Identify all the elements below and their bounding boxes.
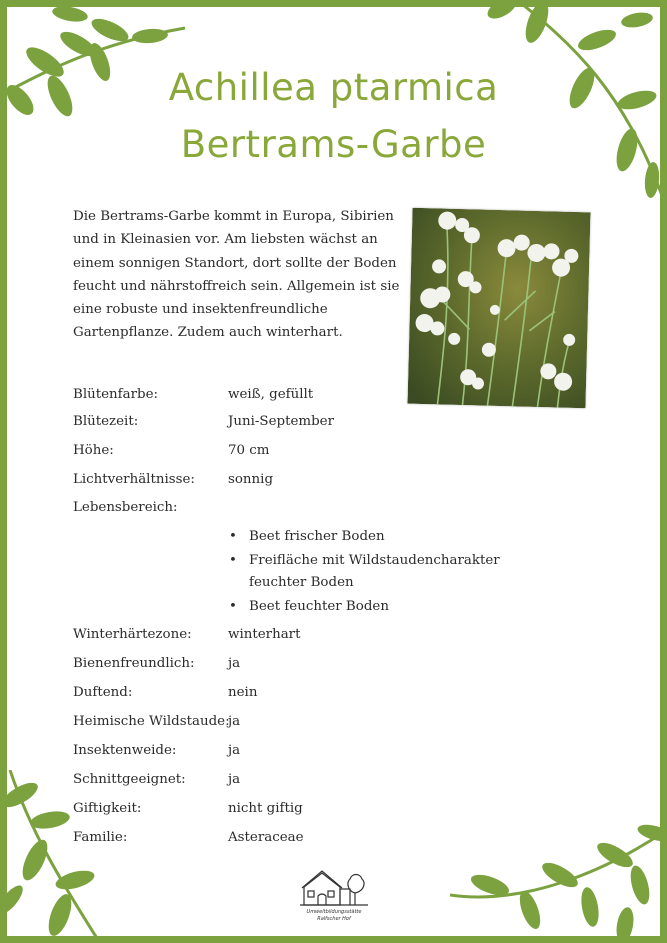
property-label: Heimische Wildstaude:: [73, 714, 230, 729]
lebensbereich-list: [228, 526, 548, 620]
property-value: nicht giftig: [228, 801, 303, 816]
property-label: Winterhärtezone:: [73, 627, 192, 642]
property-label: Lebensbereich:: [73, 500, 178, 515]
leaf-branch-top-right-icon: [477, 0, 667, 230]
property-label: Giftigkeit:: [73, 801, 142, 816]
leaf-branch-bottom-left-icon: [0, 770, 110, 943]
list-item: • Freifläche mit Wildstaudencharakter feuchter Boden: [228, 550, 548, 594]
list-item: • Beet feuchter Boden: [228, 596, 548, 618]
property-value: nein: [228, 685, 258, 700]
property-value: ja: [228, 743, 241, 758]
yarrow-flower-photo: [407, 208, 590, 409]
property-value: ja: [228, 714, 241, 729]
property-value: Juni-September: [228, 414, 334, 429]
property-label: Lichtverhältnisse:: [73, 472, 195, 487]
property-label: Höhe:: [73, 443, 114, 458]
property-value: weiß, gefüllt: [228, 387, 314, 402]
title-latin-name: Achillea ptarmica: [168, 66, 499, 109]
property-value: ja: [228, 656, 241, 671]
property-label: Blütenfarbe:: [73, 387, 159, 402]
intro-text: [73, 205, 403, 345]
logo-text-line1: Umweltbildungsstätte: [306, 909, 362, 915]
intro-paragraph: Die Bertrams-Garbe kommt in Europa, Sibirien und in Kleinasien vor. Am liebsten wächst an einem sonnigen Standort, dort sollte der Boden feucht und nährstoffreich sein. Allgemein ist sie eine robuste und insektenfreundliche Gartenpflanze. Zudem auch winterhart.: [73, 209, 400, 341]
list-item: • Beet frischer Boden: [228, 526, 548, 548]
property-label: Bienenfreundlich:: [73, 656, 195, 671]
property-label: Insektenweide:: [73, 743, 177, 758]
title-common-name: Bertrams-Garbe: [180, 123, 487, 166]
farmhouse-logo-icon: [300, 865, 368, 923]
leaf-branch-bottom-right-icon: [450, 815, 667, 943]
property-value: sonnig: [228, 472, 274, 487]
property-value: 70 cm: [228, 443, 270, 458]
property-value: winterhart: [228, 627, 301, 642]
property-value: ja: [228, 772, 241, 787]
property-label: Schnittgeeignet:: [73, 772, 186, 787]
property-label: Familie:: [73, 830, 128, 845]
property-value: Asteraceae: [228, 830, 304, 845]
property-label: Blütezeit:: [73, 414, 139, 429]
property-label: Duftend:: [73, 685, 133, 700]
logo-text-line2: Ralfscher Hof: [317, 916, 351, 922]
